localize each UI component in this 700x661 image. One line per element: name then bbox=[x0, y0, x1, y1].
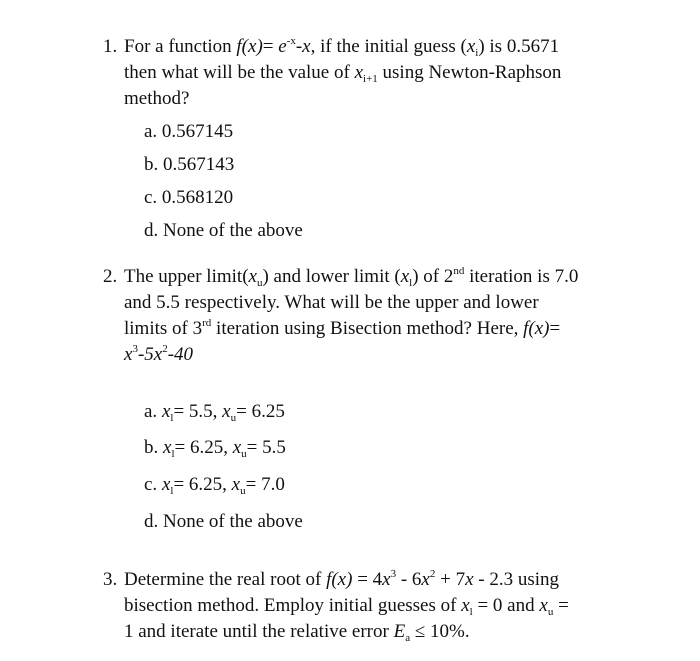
question-text-line: $x^3-5x^2-40$ bbox=[124, 343, 194, 365]
option-d: d. None of the above bbox=[144, 220, 303, 241]
question-text-line: limits of 3rd iteration using Bisection method? Here, f(x)= bbox=[124, 317, 561, 339]
option-a: a. $x_l= 5.5$, $x_u= 6.25$ bbox=[144, 401, 285, 424]
option-c: c. 0.568120 bbox=[144, 187, 234, 208]
option-c: c. $x_l= 6.25$, $x_u= 7.0$ bbox=[144, 474, 285, 497]
option-a: a. 0.567145 bbox=[144, 121, 234, 142]
question-number: 3. bbox=[103, 569, 118, 590]
question-text-line: bisection method. Employ initial guesses of $x_l = 0$ and $x_u$ = bbox=[124, 595, 569, 618]
question-text-line: The upper $limit(x_u)$ and lower limit $(x_l)$ of 2nd iteration is 7.0 bbox=[124, 265, 579, 289]
question-text-line: For a function $f(x)= e^{-x}-x$, if the initial guess $(x_i)$ is 0.5671 bbox=[124, 35, 560, 59]
question-text-line: Determine the real root of $f(x) = 4x^3 - 6x^2 + 7x - 2.3$ using bbox=[124, 568, 560, 590]
question-text-line: and 5.5 respectively. What will be the upper and lower bbox=[124, 292, 539, 313]
question-number: 2. bbox=[103, 266, 118, 287]
question-text-line: method? bbox=[124, 88, 190, 109]
option-b: b. 0.567143 bbox=[144, 154, 235, 175]
question-number: 1. bbox=[103, 36, 118, 57]
question-text-line: then what will be the value of $x_{i+1}$ using Newton-Raphson bbox=[124, 62, 562, 85]
option-b: b. $x_l= 6.25$, $x_u= 5.5$ bbox=[144, 437, 286, 460]
option-d: d. None of the above bbox=[144, 511, 303, 532]
question-text-line: 1 and iterate until the relative error $E_a \le 10\%$. bbox=[124, 621, 470, 644]
